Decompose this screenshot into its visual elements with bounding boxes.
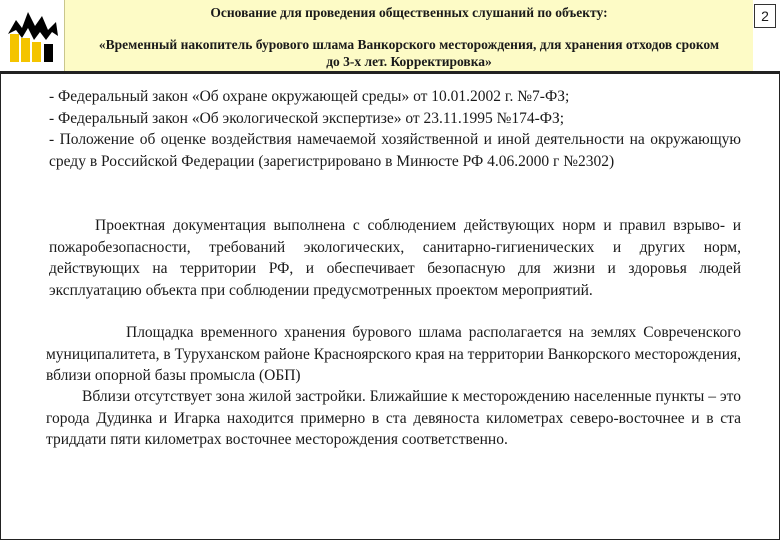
nearby-paragraph bbox=[46, 386, 741, 451]
project-paragraph bbox=[49, 215, 741, 301]
laws-list bbox=[49, 86, 741, 172]
site-paragraph bbox=[46, 322, 741, 387]
slide-header bbox=[64, 0, 753, 71]
law-item: - Федеральный закон «Об экологической экспертизе» от 23.11.1995 №174-ФЗ; bbox=[49, 109, 565, 127]
law-item: - Положение об оценке воздействия намечаемой хозяйственной и иной деятельности на окружающую среду в Российской Федерации (зарегистрировано в Минюсте РФ 4.06.2000 г №2302) bbox=[49, 131, 741, 170]
page-number: 2 bbox=[754, 4, 776, 28]
law-item: - Федеральный закон «Об охране окружающей среды» от 10.01.2002 г. №7-ФЗ; bbox=[49, 88, 570, 105]
nearby-text: Вблизи отсутствует зона жилой застройки. Ближайшие к месторождению населенные пункты – это города Дудинка и Игарка находится примерно в ста девяноста километрах северо-восточнее и в ста триддати пяти километрах восточнее месторождения соответственно. bbox=[46, 388, 741, 448]
project-text: Проектная документация выполнена с соблюдением действующих норм и правил взрыво- и пожаробезопасности, требований экологических, санитарно-гигиенических и других норм, действующих на территории РФ, и обеспечивает безопасную для жизни и здоровья людей эксплуатацию объекта при соблюдении предусмотренных проектом мероприятий. bbox=[49, 217, 741, 299]
header-divider bbox=[1, 72, 779, 74]
company-logo-icon bbox=[4, 4, 62, 66]
site-text: Площадка временного хранения бурового шлама располагается на землях Совреченского муниципалитета, в Туруханском районе Красноярского края на территории Ванкорского месторождения, вблизи опорной базы промысла (ОБП) bbox=[46, 324, 741, 384]
header-title: Основание для проведения общественных слушаний по объекту: bbox=[210, 5, 608, 20]
content-frame bbox=[0, 71, 780, 540]
header-subtitle: «Временный накопитель бурового шлама Ванкорского месторождения, для хранения отходов сроком до 3-х лет. Корректировка» bbox=[98, 37, 720, 69]
